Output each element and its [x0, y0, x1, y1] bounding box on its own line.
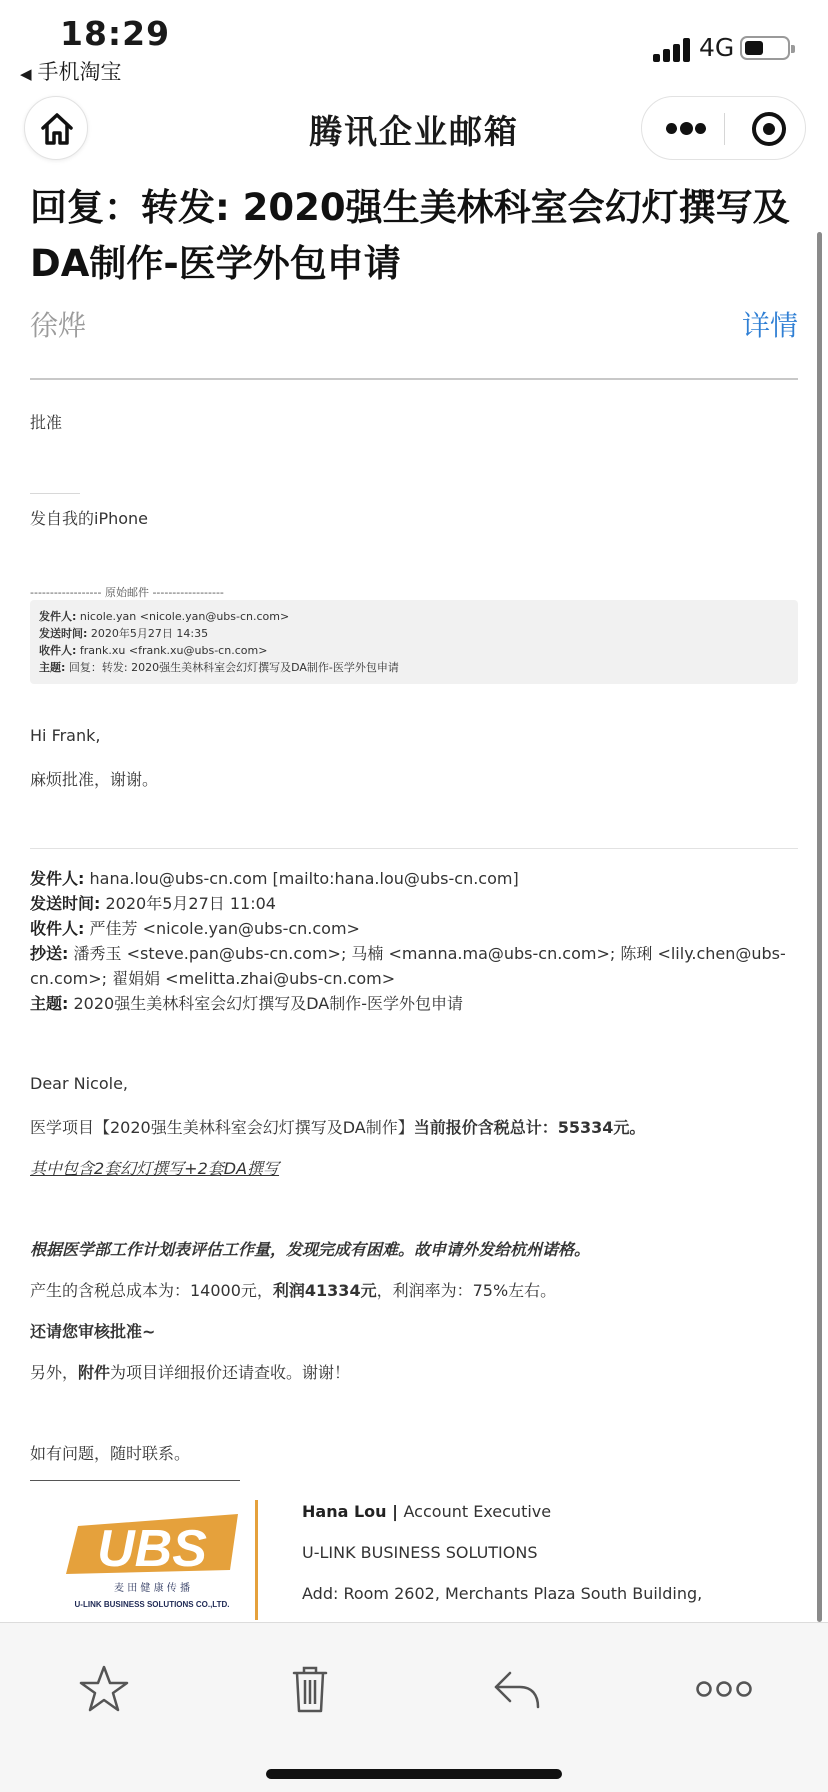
home-indicator[interactable]	[266, 1769, 562, 1779]
svg-text:UBS: UBS	[97, 1520, 207, 1578]
signature-company: U-LINK BUSINESS SOLUTIONS	[302, 1543, 538, 1562]
page-title: 腾讯企业邮箱	[309, 112, 519, 151]
forward-date: 发送时间: 2020年5月27日 11:04	[30, 894, 276, 913]
header-divider	[30, 378, 798, 380]
battery-icon	[740, 36, 790, 60]
reply-icon	[488, 1659, 548, 1719]
email-subject: 回复：转发: 2020强生美林科室会幻灯撰写及DA制作-医学外包申请	[30, 186, 790, 285]
close-miniprogram-icon[interactable]	[752, 112, 786, 146]
forward-divider	[30, 848, 798, 849]
quoted-date: 发送时间: 2020年5月27日 14:35	[39, 627, 209, 640]
signature-rule	[30, 1480, 240, 1481]
details-link[interactable]: 详情	[741, 309, 798, 342]
status-time: 18:29	[60, 14, 171, 53]
project-quote-line: 医学项目【2020强生美林科室会幻灯撰写及DA制作】当前报价含税总计：55334元。	[30, 1118, 646, 1137]
nav-bar	[0, 92, 828, 164]
more-button[interactable]	[694, 1659, 754, 1719]
cost-line: 产生的含税总成本为：14000元，利润41334元，利润率为：75%左右。	[30, 1281, 557, 1300]
forward-subject: 主题: 2020强生美林科室会幻灯撰写及DA制作-医学外包申请	[30, 994, 463, 1013]
contact-line: 如有问题，随时联系。	[30, 1444, 191, 1463]
nicole-body: 麻烦批准，谢谢。	[30, 770, 159, 789]
nicole-greeting: Hi Frank,	[30, 726, 101, 745]
star-icon	[74, 1659, 134, 1719]
signature-name-line: Hana Lou | Account Executive	[302, 1502, 552, 1521]
signal-icon	[653, 36, 693, 62]
ubs-logo	[60, 1508, 250, 1618]
delete-button[interactable]	[280, 1659, 340, 1719]
network-type: 4G	[699, 33, 735, 62]
trash-icon	[280, 1659, 340, 1719]
forward-to: 收件人: 严佳芳 <nicole.yan@ubs-cn.com>	[30, 919, 360, 938]
back-to-app-link[interactable]	[20, 56, 122, 86]
includes-line: 其中包含2套幻灯撰写+2套DA撰写	[30, 1159, 280, 1178]
quoted-header-box	[30, 600, 798, 684]
star-button[interactable]	[74, 1659, 134, 1719]
reply-button[interactable]	[488, 1659, 548, 1719]
more-icon	[694, 1659, 754, 1719]
quoted-to: 收件人: frank.xu <frank.xu@ubs-cn.com>	[39, 644, 268, 657]
svg-text:U-LINK BUSINESS SOLUTIONS CO.,: U-LINK BUSINESS SOLUTIONS CO.,LTD.	[74, 1600, 230, 1609]
sent-from-line: 发自我的iPhone	[30, 509, 149, 528]
bottom-toolbar	[0, 1622, 828, 1792]
back-app-label: 手机淘宝	[37, 60, 122, 84]
hana-greeting: Dear Nicole,	[30, 1074, 129, 1093]
forward-cc: 抄送: 潘秀玉 <steve.pan@ubs-cn.com>; 马楠 <manna.ma@ubs-cn.com>; 陈琍 <lily.chen@ubs-cn.com>; 翟娟娟 <melitta.zhai@ubs-cn.com>	[30, 944, 786, 988]
mini-program-capsule	[641, 96, 806, 160]
forward-from: 发件人: hana.lou@ubs-cn.com [mailto:hana.lou@ubs-cn.com]	[30, 869, 519, 888]
logo-divider	[255, 1500, 258, 1620]
back-triangle-icon: ◀	[20, 65, 32, 83]
status-bar	[0, 0, 828, 90]
quoted-subject: 主题: 回复：转发: 2020强生美林科室会幻灯撰写及DA制作-医学外包申请	[39, 661, 399, 674]
outsource-line: 根据医学部工作计划表评估工作量，发现完成有困难。故申请外发给杭州诺格。	[30, 1240, 591, 1259]
forward-header	[30, 866, 800, 1016]
original-mail-label: ------------------ 原始邮件 ------------------	[30, 586, 224, 599]
reply-text: 批准	[30, 413, 63, 432]
scrollbar[interactable]	[817, 232, 822, 1622]
svg-text:麦 田 健 康 传 播: 麦 田 健 康 传 播	[114, 1583, 190, 1594]
approval-request: 还请您审核批准~	[30, 1322, 156, 1341]
signature-address: Add: Room 2602, Merchants Plaza South Building,	[302, 1584, 703, 1603]
more-menu-icon[interactable]	[666, 123, 706, 135]
signature-separator	[30, 493, 80, 494]
quoted-from: 发件人: nicole.yan <nicole.yan@ubs-cn.com>	[39, 610, 290, 623]
email-sender: 徐烨	[30, 309, 87, 342]
attachment-line: 另外，附件为项目详细报价还请查收。谢谢！	[30, 1363, 351, 1382]
